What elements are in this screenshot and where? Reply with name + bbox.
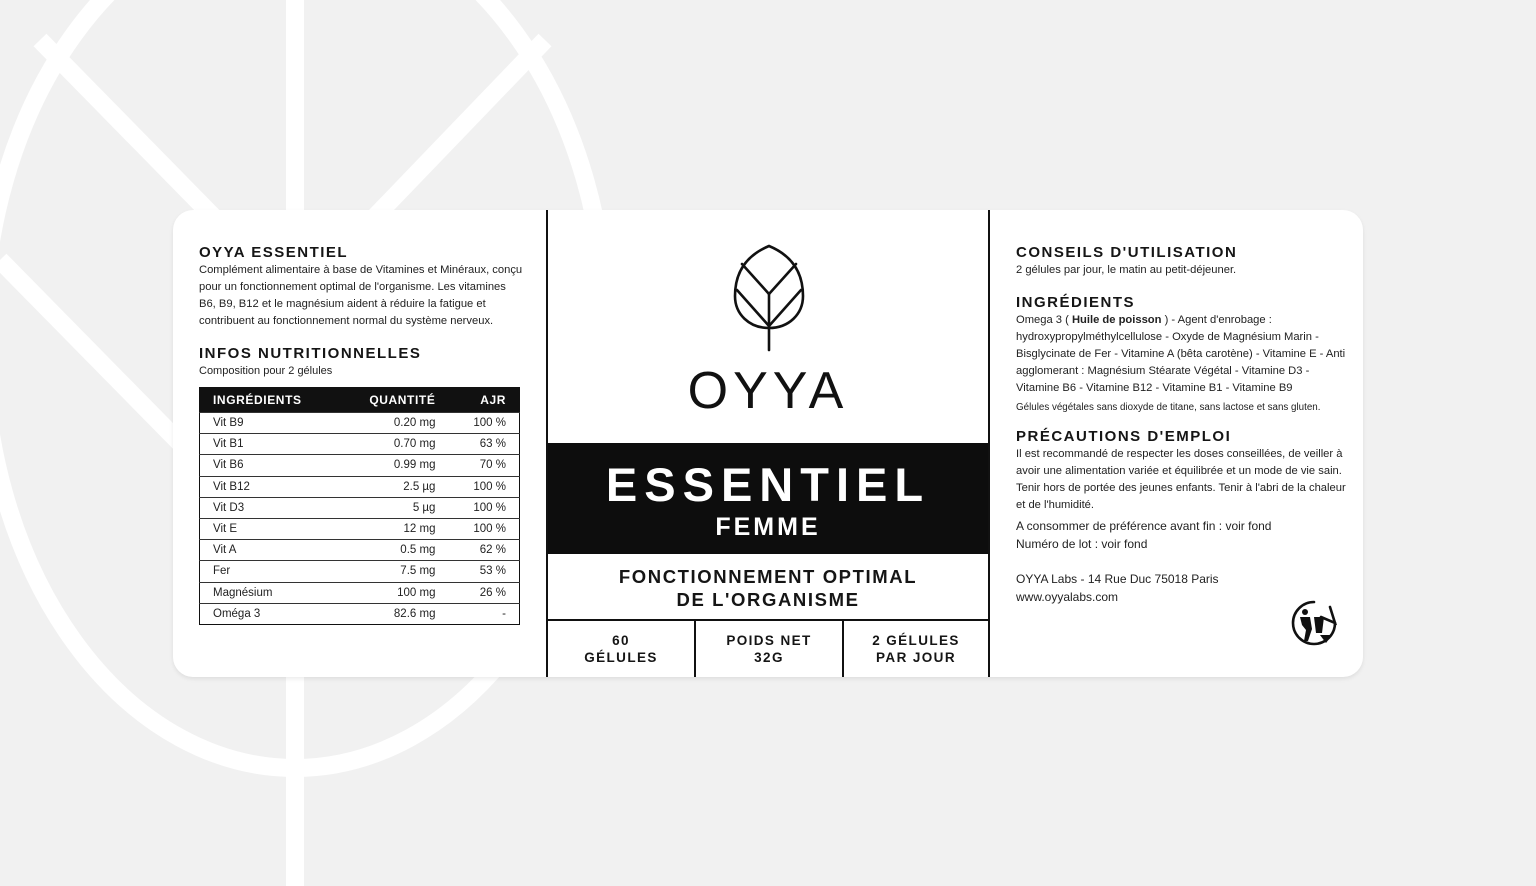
table-row: [200, 540, 520, 561]
ajr-cell: 100 %: [448, 476, 519, 497]
net-weight-cell: [696, 621, 842, 677]
brand-wordmark: OYYA: [687, 362, 849, 420]
center-panel: [548, 210, 988, 677]
composition-note: Composition pour 2 gélules: [199, 365, 333, 377]
company-website: www.oyyalabs.com: [1016, 590, 1119, 604]
recycle-bin-icon: [1290, 599, 1338, 647]
tagline: [548, 565, 988, 611]
quantity-cell: 0.20 mg: [338, 413, 449, 434]
ingredient-cell: Fer: [200, 561, 338, 582]
column-header-quantity: QUANTITÉ: [338, 388, 449, 413]
quantity-cell: 5 µg: [338, 497, 449, 518]
product-label: [173, 210, 1363, 677]
tagline-line-2: DE L'ORGANISME: [676, 589, 860, 610]
table-row: [200, 561, 520, 582]
table-row: [200, 582, 520, 603]
ingredients-title: INGRÉDIENTS: [1016, 294, 1136, 311]
ajr-cell: 100 %: [448, 413, 519, 434]
product-title: OYYA ESSENTIEL: [199, 244, 349, 261]
daily-dose-unit: PAR JOUR: [876, 650, 956, 665]
product-name-band: [548, 443, 988, 554]
capsule-count-cell: [548, 621, 694, 677]
column-header-ajr: AJR: [448, 388, 519, 413]
ingredient-cell: Vit E: [200, 518, 338, 539]
right-panel: [1016, 244, 1346, 606]
ajr-cell: 62 %: [448, 540, 519, 561]
ajr-cell: 53 %: [448, 561, 519, 582]
column-header-ingredients: INGRÉDIENTS: [200, 388, 338, 413]
table-row: [200, 603, 520, 624]
quantity-cell: 0.70 mg: [338, 434, 449, 455]
ingredient-cell: Vit B12: [200, 476, 338, 497]
capsule-note: Gélules végétales sans dioxyde de titane, sans lactose et sans gluten.: [1016, 402, 1321, 413]
quantity-cell: 7.5 mg: [338, 561, 449, 582]
lot-number-text: Numéro de lot : voir fond: [1016, 537, 1148, 551]
quantity-cell: 0.99 mg: [338, 455, 449, 476]
ajr-cell: -: [448, 603, 519, 624]
ingredient-cell: Vit D3: [200, 497, 338, 518]
ingredient-cell: Vit A: [200, 540, 338, 561]
ajr-cell: 26 %: [448, 582, 519, 603]
ingredients-prefix: Omega 3 (: [1016, 314, 1072, 326]
product-variant: FEMME: [715, 513, 821, 541]
usage-text: 2 gélules par jour, le matin au petit-déjeuner.: [1016, 264, 1237, 276]
table-row: [200, 434, 520, 455]
table-row: [200, 497, 520, 518]
daily-dose-cell: [844, 621, 988, 677]
leaf-icon: [733, 244, 805, 352]
quantity-cell: 82.6 mg: [338, 603, 449, 624]
ingredient-cell: Vit B6: [200, 455, 338, 476]
ingredients-text: [1016, 312, 1346, 397]
ingredients-rest: ) - Agent d'enrobage : hydroxypropylméthylcellulose - Oxyde de Magnésium Marin - Bisglycinate de Fer - Vitamine A (bêta carotène) - Vitamine E - Anti agglomerant : Magnésium Stéarate Végétal - Vitamine D3 - Vitamine B6 - Vitamine B12 - Vitamine B1 - Vitamine B9: [1016, 314, 1346, 394]
tagline-line-1: FONCTIONNEMENT OPTIMAL: [618, 566, 918, 587]
quantity-cell: 2.5 µg: [338, 476, 449, 497]
ajr-cell: 100 %: [448, 518, 519, 539]
quantity-cell: 12 mg: [338, 518, 449, 539]
precautions-text: Il est recommandé de respecter les doses conseillées, de veiller à avoir une alimentation variée et équilibrée et un mode de vie sain. Tenir hors de portée des jeunes enfants. Tenir à l'abri de la chaleur et de l'humidité.: [1016, 448, 1346, 511]
left-panel: [199, 244, 523, 625]
product-description: Complément alimentaire à base de Vitamines et Minéraux, conçu pour un fonctionnement optimal de l'organisme. Les vitamines B6, B9, B12 et le magnésium aident à réduire la fatigue et contribuent au fonctionnement normal du système nerveux.: [199, 264, 523, 327]
nutrition-table: [199, 387, 520, 625]
ajr-cell: 70 %: [448, 455, 519, 476]
net-weight-value: 32G: [754, 650, 784, 665]
usage-title: CONSEILS D'UTILISATION: [1016, 244, 1238, 261]
best-before-text: A consommer de préférence avant fin : voir fond: [1016, 519, 1272, 533]
ingredient-cell: Vit B9: [200, 413, 338, 434]
right-divider: [988, 210, 990, 677]
ingredient-cell: Magnésium: [200, 582, 338, 603]
daily-dose-value: 2 GÉLULES: [872, 633, 960, 648]
precautions-title: PRÉCAUTIONS D'EMPLOI: [1016, 428, 1232, 445]
product-name: ESSENTIEL: [605, 458, 931, 511]
ajr-cell: 63 %: [448, 434, 519, 455]
capsule-count-unit: GÉLULES: [584, 650, 658, 665]
ingredients-highlight: Huile de poisson: [1071, 314, 1162, 326]
table-header-row: [200, 388, 520, 413]
quantity-cell: 0.5 mg: [338, 540, 449, 561]
table-row: [200, 413, 520, 434]
table-row: [200, 455, 520, 476]
nutrition-title: INFOS NUTRITIONNELLES: [199, 345, 422, 362]
net-weight-label: POIDS NET: [726, 633, 812, 648]
ingredient-cell: Vit B1: [200, 434, 338, 455]
quantity-cell: 100 mg: [338, 582, 449, 603]
table-row: [200, 518, 520, 539]
nutrition-table-body: [200, 413, 520, 625]
capsule-count-value: 60: [612, 633, 630, 648]
table-row: [200, 476, 520, 497]
ajr-cell: 100 %: [448, 497, 519, 518]
company-address: OYYA Labs - 14 Rue Duc 75018 Paris: [1016, 572, 1219, 586]
ingredient-cell: Oméga 3: [200, 603, 338, 624]
